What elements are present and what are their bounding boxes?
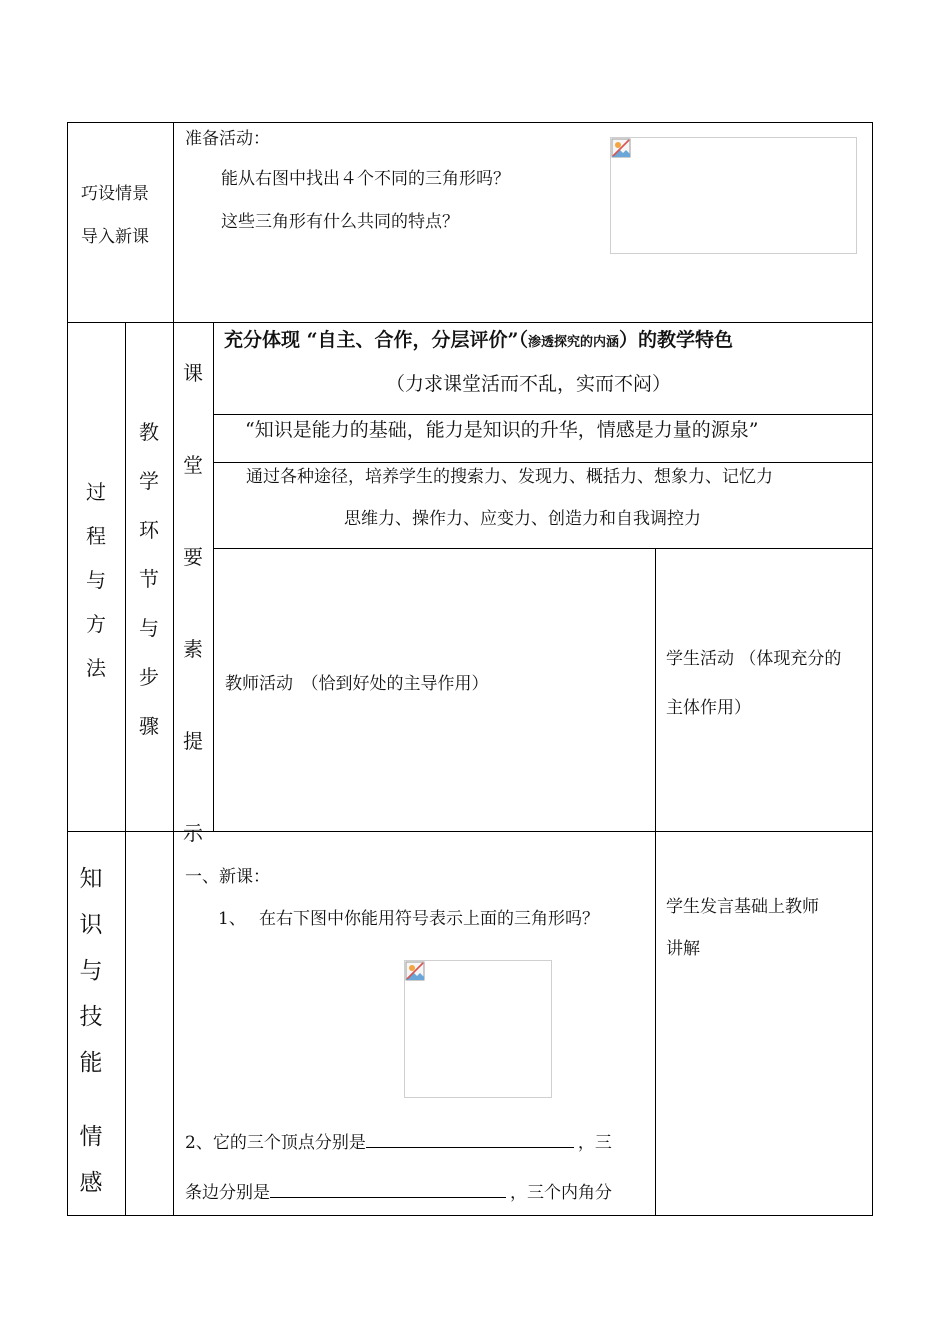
broken-image-icon bbox=[405, 961, 425, 981]
item-one-text: 在右下图中你能用符号表示上面的三角形吗？ bbox=[259, 909, 599, 929]
vertices-answer-blank[interactable] bbox=[366, 1131, 574, 1148]
symbol-figure-image bbox=[404, 960, 552, 1098]
teaching-steps-label: 教 学 环 节 与 步 骤 bbox=[139, 420, 159, 738]
prep-activity-label: 准备活动： bbox=[185, 129, 270, 149]
triangle-figure-image bbox=[610, 137, 857, 254]
skills-line-1: 通过各种途径，培养学生的搜索力、发现力、概括力、想象力、记忆力 bbox=[246, 467, 773, 487]
teaching-feature-heading: 充分体现 “自主、合作，分层评价”（渗透探究的内涵）的教学特色 bbox=[224, 329, 734, 351]
item-one-number: 1、 bbox=[218, 909, 246, 929]
teacher-activity-heading: 教师活动 （恰到好处的主导作用） bbox=[225, 674, 489, 694]
classroom-tips-label: 课 堂 要 素 提 示 bbox=[183, 361, 203, 845]
broken-image-icon bbox=[611, 138, 631, 158]
knowledge-quote: “知识是能力的基础，能力是知识的升华，情感是力量的源泉” bbox=[245, 419, 759, 441]
item-two-line-2: 条边分别是 ，三个内角分 bbox=[185, 1183, 612, 1203]
row-header-line2: 导入新课 bbox=[81, 227, 149, 247]
teaching-feature-subtitle: （力求课堂活而不乱，实而不闷） bbox=[386, 373, 672, 395]
item-two-line-1: 2、它的三个顶点分别是 ，三 bbox=[185, 1133, 612, 1153]
edges-answer-blank[interactable] bbox=[270, 1181, 506, 1198]
question-one: 能从右图中找出４个不同的三角形吗？ bbox=[221, 169, 510, 189]
student-activity-heading-2: 主体作用） bbox=[666, 698, 751, 718]
knowledge-skills-label: 知 识 与 技 能 情 感 bbox=[79, 866, 103, 1196]
new-lesson-heading: 一、新课： bbox=[185, 867, 270, 887]
student-note-1: 学生发言基础上教师 bbox=[666, 897, 819, 917]
question-two: 这些三角形有什么共同的特点？ bbox=[221, 212, 459, 232]
process-and-method-label: 过 程 与 方 法 bbox=[86, 480, 106, 680]
student-activity-heading-1: 学生活动 （体现充分的 bbox=[666, 649, 842, 669]
skills-line-2: 思维力、操作力、应变力、创造力和自我调控力 bbox=[344, 509, 701, 529]
row-header-line1: 巧设情景 bbox=[81, 184, 149, 204]
student-note-2: 讲解 bbox=[666, 939, 700, 959]
